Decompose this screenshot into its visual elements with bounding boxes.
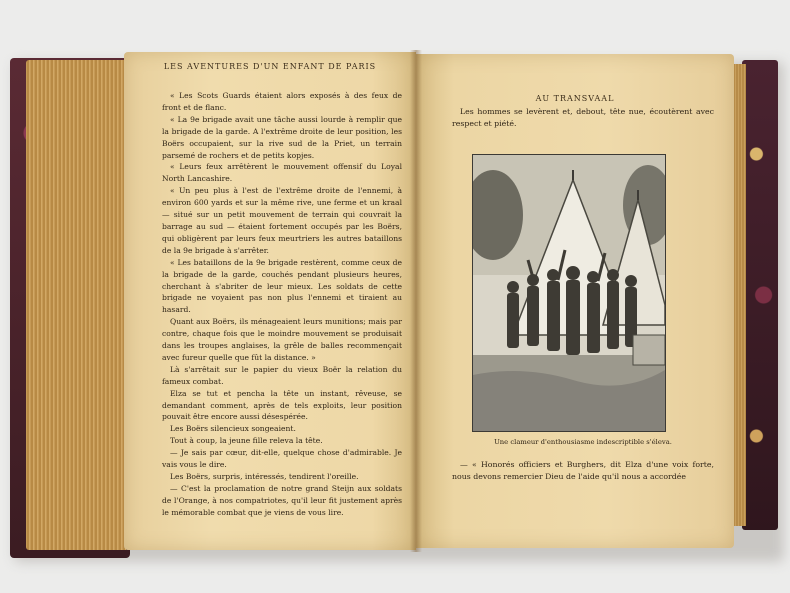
paragraph: « Leurs feux arrêtèrent le mouvement offensif du Loyal North Lancashire. [162,162,402,184]
left-page [124,52,416,550]
left-page-text [162,90,402,519]
paragraph: Elza se tut et pencha la tête un instant, rêveuse, se demandant comment, après de tels exploits, leur position pouvait être encore aussi désespérée. [162,388,402,422]
right-intro-text [452,106,714,130]
paragraph: Les hommes se levèrent et, debout, tête nue, écoutèrent avec respect et piété. [452,107,714,128]
paragraph: Quant aux Boërs, ils ménageaient leurs munitions; mais par contre, chaque fois que le moindre mouvement se produisait dans les troupes anglaises, la grêle de balles recommençait avec fureur quelle que fût la distance. » [162,317,402,362]
paragraph: — « Honorés officiers et Burghers, dit Elza d'une voix forte, nous devons remercier Dieu de l'aide qu'il nous a accordée [452,460,714,481]
paragraph: Tout à coup, la jeune fille releva la tête. [170,436,323,446]
paragraph: Les Boërs, surpris, intéressés, tendirent l'oreille. [170,472,359,481]
left-running-head: LES AVENTURES D'UN ENFANT DE PARIS [163,62,377,71]
engraving-illustration [472,154,666,432]
paragraph: — C'est la proclamation de notre grand Steijn aux soldats de l'Orange, à nos compatriotes, qu'il leur fit justement après le mémorable combat que je viens de vous lire. [162,483,402,517]
paragraph: Les Boërs silencieux songeaient. [170,424,296,434]
page-edges-right [732,64,746,526]
right-running-head: AU TRANSVAAL [535,94,615,103]
paragraph: « Les bataillons de la 9e brigade restèrent, comme ceux de la brigade de la garde, couchés pendant plusieurs heures, cherchant à s'abriter de leur mieux. Les soldats de cette brigade ne voyaient pas non plus l'ennemi et tiraient au hasard. [162,257,402,315]
page-edges-left [26,60,126,550]
paragraph: « La 9e brigade avait une tâche aussi lourde à remplir que la brigade de la garde. A l'extrême droite de leur position, les Boërs occupaient, sur la rive sud de la Priet, un terrain parsemé de rochers et de petits kopjes. [162,114,402,160]
right-bottom-text [452,459,714,483]
marbled-cover-right [742,60,778,530]
right-page [416,54,734,548]
illustration-caption: Une clameur d'enthousiasme indescriptible s'éleva. [494,438,672,446]
paragraph: Là s'arrêtait sur le papier du vieux Boër la relation du fameux combat. [162,364,402,386]
paragraph: « Les Scots Guards étaient alors exposés à des feux de front et de flanc. [162,91,402,112]
paragraph: « Un peu plus à l'est de l'extrême droite de l'ennemi, à environ 600 yards et sur la même rive, une ferme et un kraal — situé sur un petit mouvement de terrain qui couvrait la barrage au sud — étaient fortement occupés par les Boërs, qui obligèrent par leurs feux meurtriers les autres bataillons de la 9e brigade à s'arrêter. [162,186,402,255]
book-gutter [410,50,422,552]
paragraph: — Je sais par cœur, dit-elle, quelque chose d'admirable. Je vais vous le dire. [162,448,402,470]
